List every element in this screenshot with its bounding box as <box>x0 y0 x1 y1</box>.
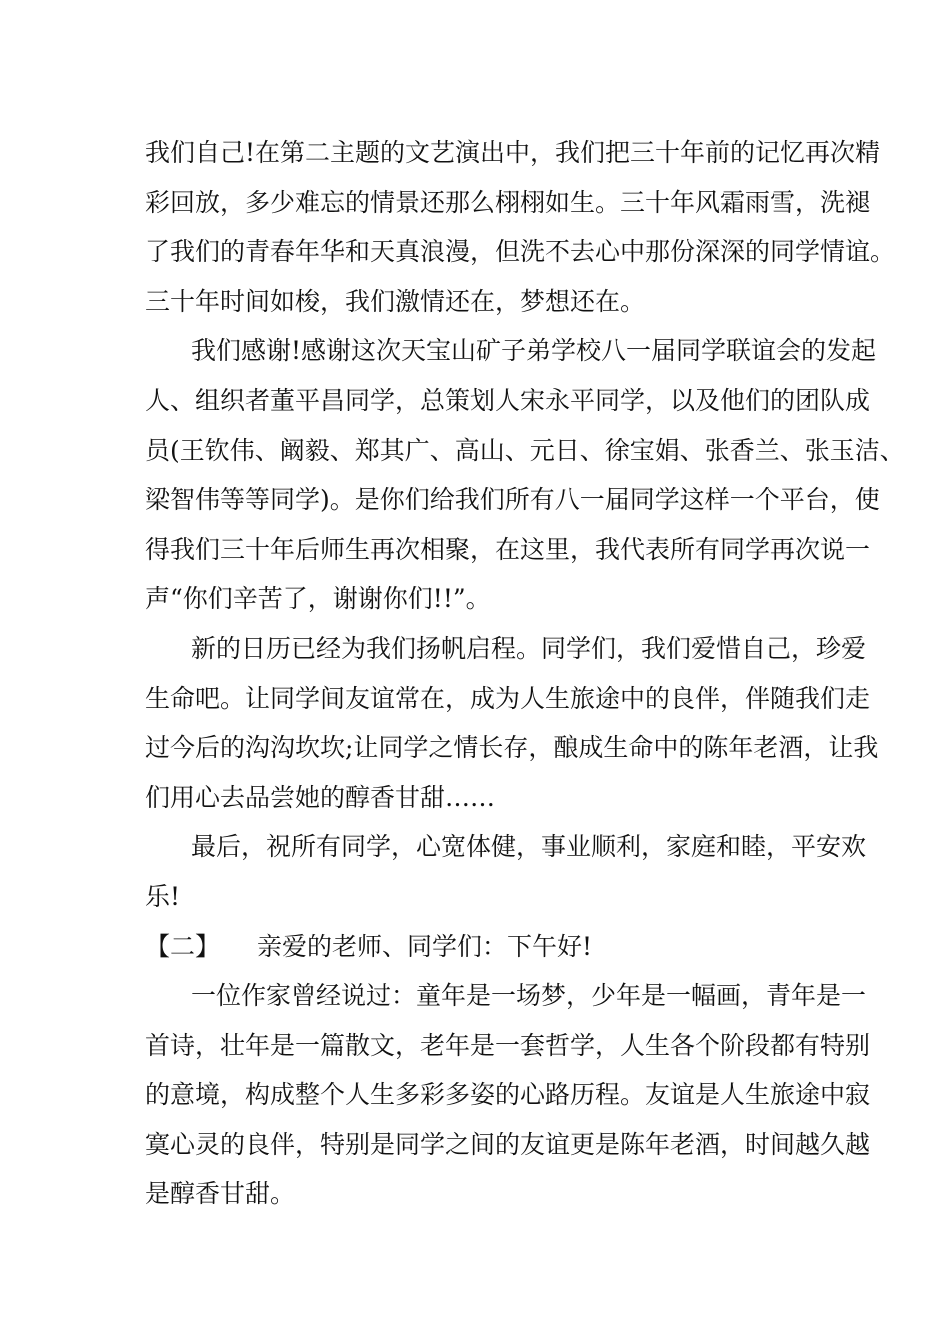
section-marker: 【二】 <box>145 931 221 961</box>
text-line: 得我们三十年后师生再次相聚，在这里，我代表所有同学再次说一 <box>145 534 871 564</box>
text-line: 过今后的沟沟坎坎;让同学之情长存，酿成生命中的陈年老酒，让我 <box>145 733 879 763</box>
text-line: 们用心去品尝她的醇香甘甜…… <box>145 782 496 812</box>
text-line: 乐! <box>145 881 181 911</box>
paragraph-4 <box>145 822 867 921</box>
paragraph-5 <box>145 971 871 1219</box>
document-body <box>145 128 905 1219</box>
section-two-heading <box>145 922 825 972</box>
text-line: 首诗，壮年是一篇散文，老年是一套哲学，人生各个阶段都有特别 <box>145 1030 871 1060</box>
text-line: 我们感谢!感谢这次天宝山矿子弟学校八一届同学联谊会的发起 <box>191 336 877 366</box>
text-line: 员(王钦伟、阚毅、郑其广、高山、元日、徐宝娟、张香兰、张玉洁、 <box>145 435 905 465</box>
paragraph-2 <box>145 326 905 624</box>
text-line: 人、组织者董平昌同学，总策划人宋永平同学，以及他们的团队成 <box>145 385 871 415</box>
text-line: 的意境，构成整个人生多彩多姿的心路历程。友谊是人生旅途中寂 <box>145 1080 871 1110</box>
text-line: 生命吧。让同学间友谊常在，成为人生旅途中的良伴，伴随我们走 <box>145 683 871 713</box>
text-line: 最后，祝所有同学，心宽体健，事业顺利，家庭和睦，平安欢 <box>191 832 867 862</box>
text-line: 一位作家曾经说过：童年是一场梦，少年是一幅画，青年是一 <box>191 981 867 1011</box>
text-line: 彩回放，多少难忘的情景还那么栩栩如生。三十年风霜雨雪，洗褪 <box>145 187 871 217</box>
section-greeting: 亲爱的老师、同学们：下午好! <box>257 931 593 961</box>
text-line: 了我们的青春年华和天真浪漫，但洗不去心中那份深深的同学情谊。 <box>145 237 896 267</box>
text-line: 我们自己!在第二主题的文艺演出中，我们把三十年前的记忆再次精 <box>145 138 881 167</box>
paragraph-3 <box>145 624 879 822</box>
text-line: 声“你们辛苦了，谢谢你们!!”。 <box>145 584 491 614</box>
text-line: 寞心灵的良伴，特别是同学之间的友谊更是陈年老酒，时间越久越 <box>145 1129 871 1159</box>
text-line: 新的日历已经为我们扬帆启程。同学们，我们爱惜自己，珍爱 <box>191 633 867 663</box>
text-line: 是醇香甘甜。 <box>145 1179 296 1209</box>
text-line: 三十年时间如梭，我们激情还在，梦想还在。 <box>145 286 646 316</box>
paragraph-1 <box>145 128 896 326</box>
text-line: 梁智伟等等同学)。是你们给我们所有八一届同学这样一个平台，使 <box>145 485 880 515</box>
